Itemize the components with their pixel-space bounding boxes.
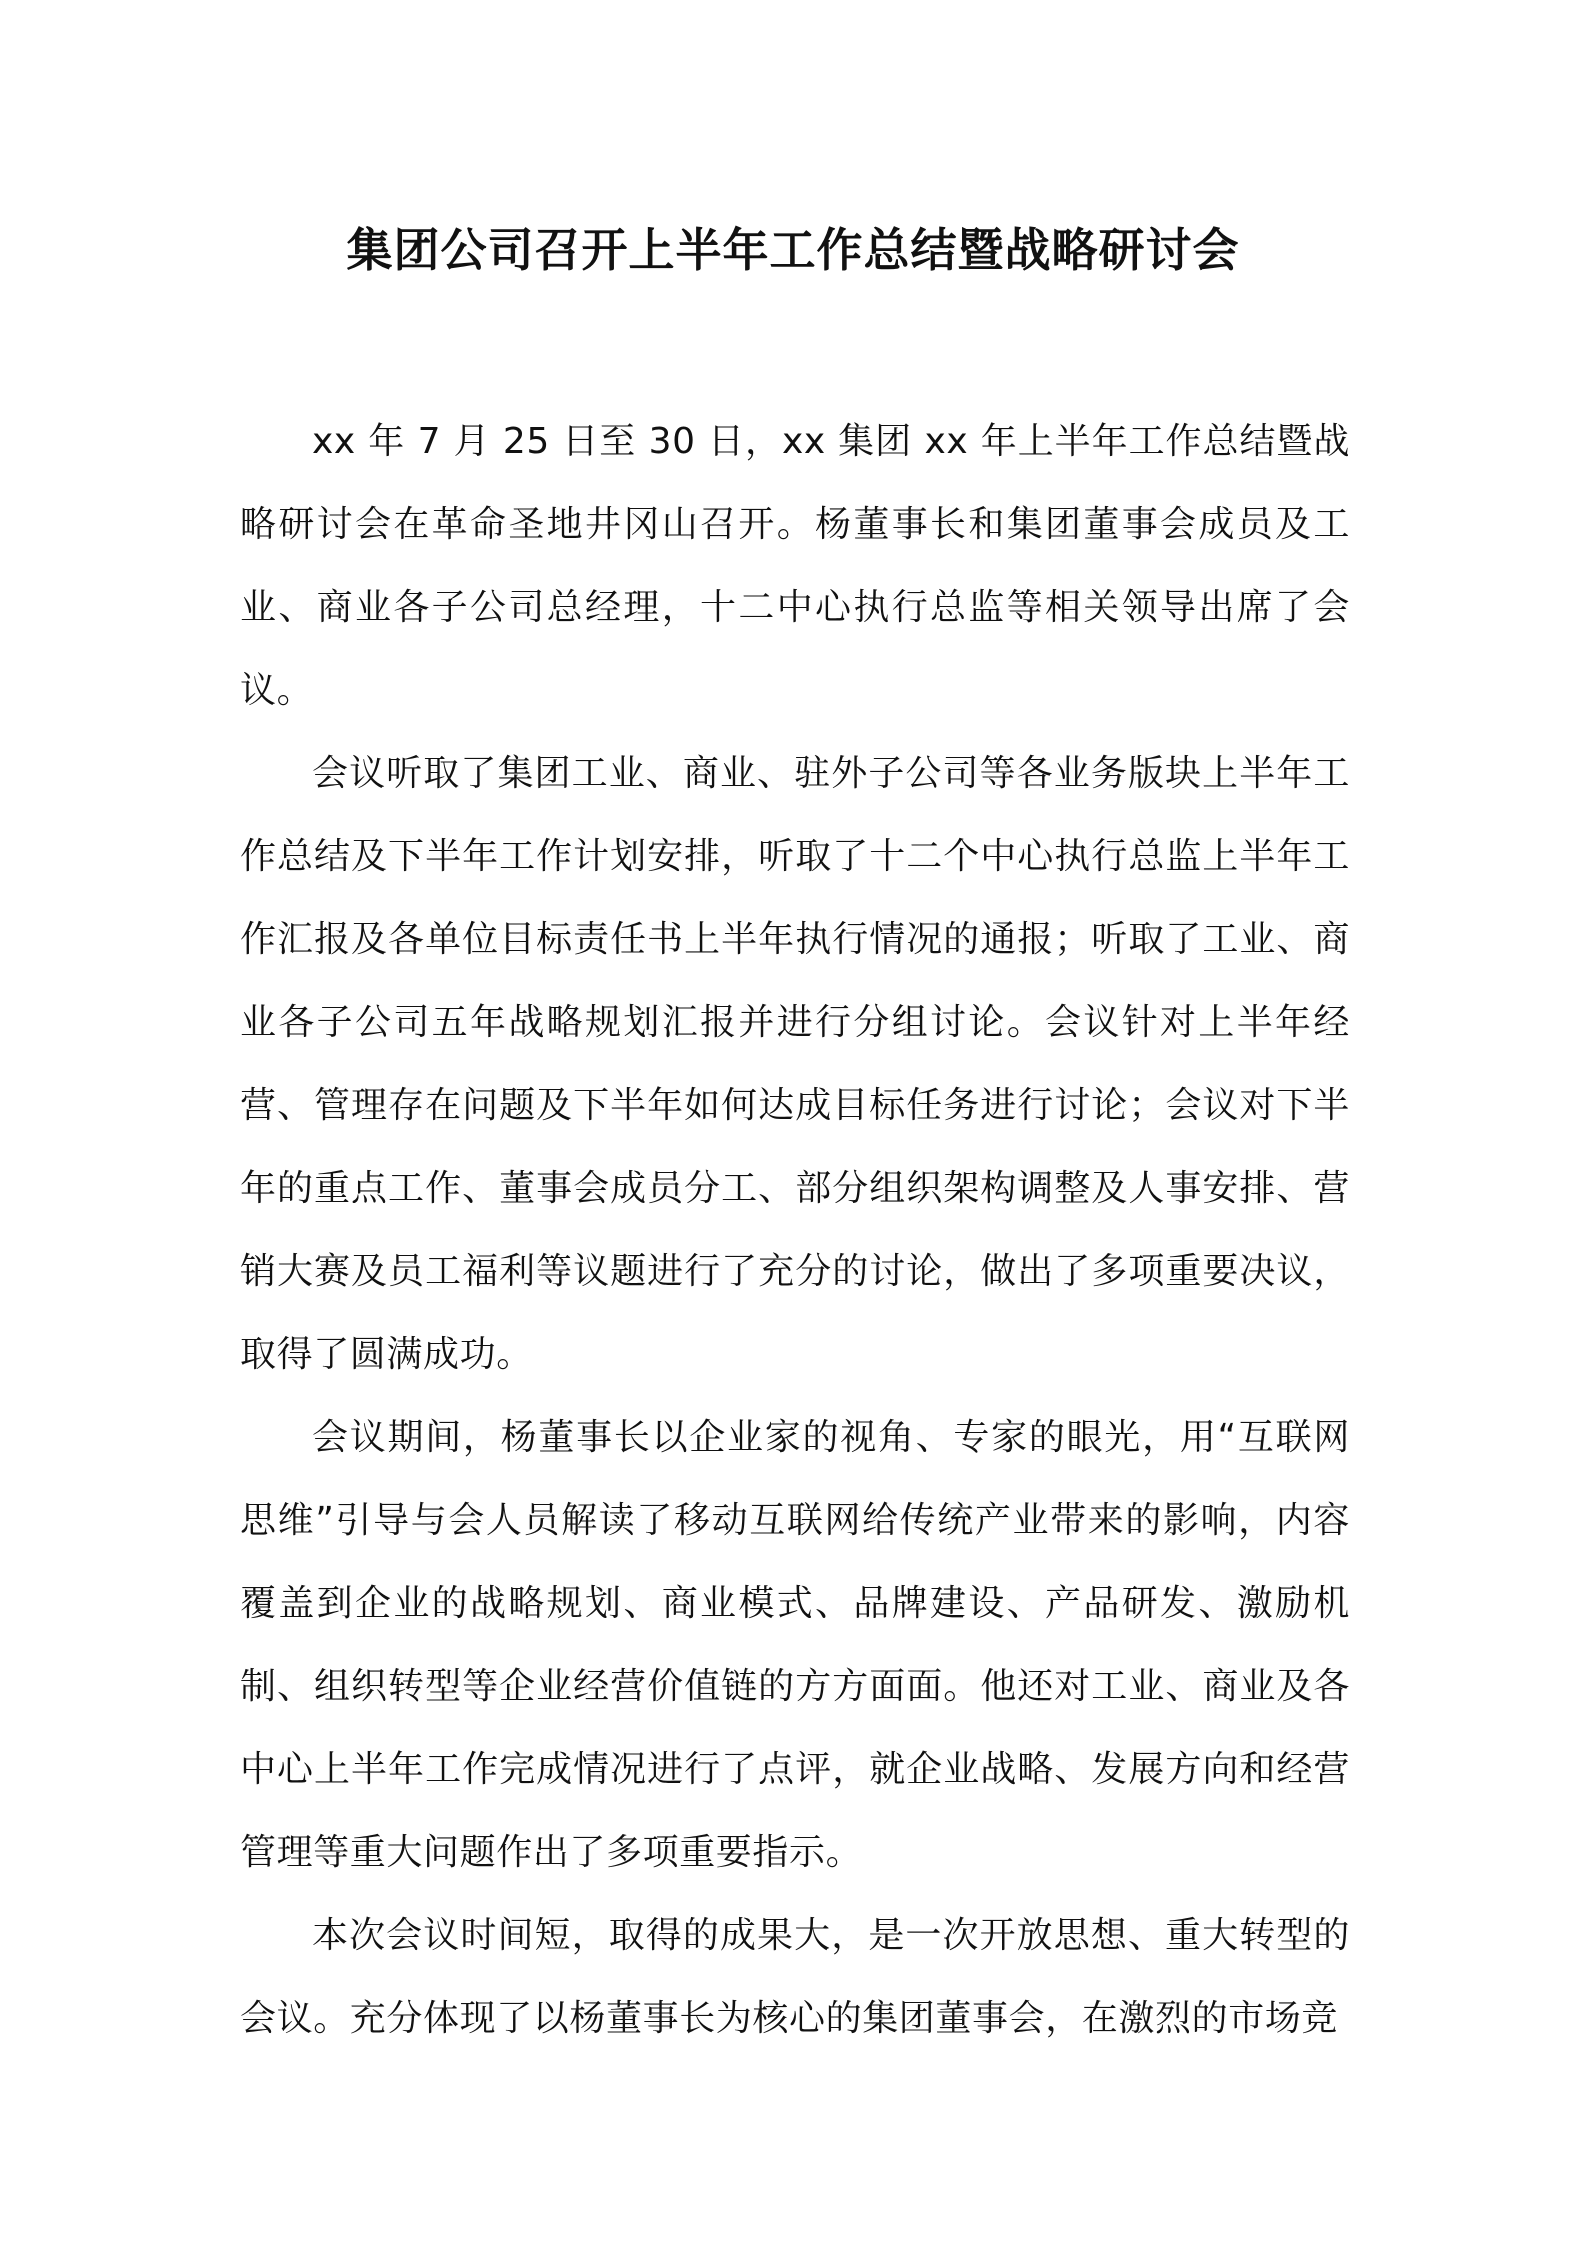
paragraph-1: xx 年 7 月 25 日至 30 日，xx 集团 xx 年上半年工作总结暨战略研讨会在革命圣地井冈山召开。杨董事长和集团董事会成员及工业、商业各子公司总经理，十二中心执行总监等相关领导出席了会议。 bbox=[240, 421, 1350, 711]
paragraph-3: 会议期间，杨董事长以企业家的视角、专家的眼光，用“互联网思维”引导与会人员解读了移动互联网给传统产业带来的影响，内容覆盖到企业的战略规划、商业模式、品牌建设、产品研发、激励机制、组织转型等企业经营价值链的方方面面。他还对工业、商业及各中心上半年工作完成情况进行了点评，就企业战略、发展方向和经营管理等重大问题作出了多项重要指示。 bbox=[240, 1417, 1350, 1873]
document-title: 集团公司召开上半年工作总结暨战略研讨会 bbox=[346, 223, 1240, 277]
paragraph-2: 会议听取了集团工业、商业、驻外子公司等各业务版块上半年工作总结及下半年工作计划安排，听取了十二个中心执行总监上半年工作汇报及各单位目标责任书上半年执行情况的通报；听取了工业、商业各子公司五年战略规划汇报并进行分组讨论。会议针对上半年经营、管理存在问题及下半年如何达成目标任务进行讨论；会议对下半年的重点工作、董事会成员分工、部分组织架构调整及人事安排、营销大赛及员工福利等议题进行了充分的讨论，做出了多项重要决议，取得了圆满成功。 bbox=[240, 753, 1350, 1375]
paragraph-4: 本次会议时间短，取得的成果大，是一次开放思想、重大转型的会议。充分体现了以杨董事长为核心的集团董事会，在激烈的市场竞 bbox=[240, 1915, 1350, 2039]
document-body bbox=[240, 400, 1350, 2060]
